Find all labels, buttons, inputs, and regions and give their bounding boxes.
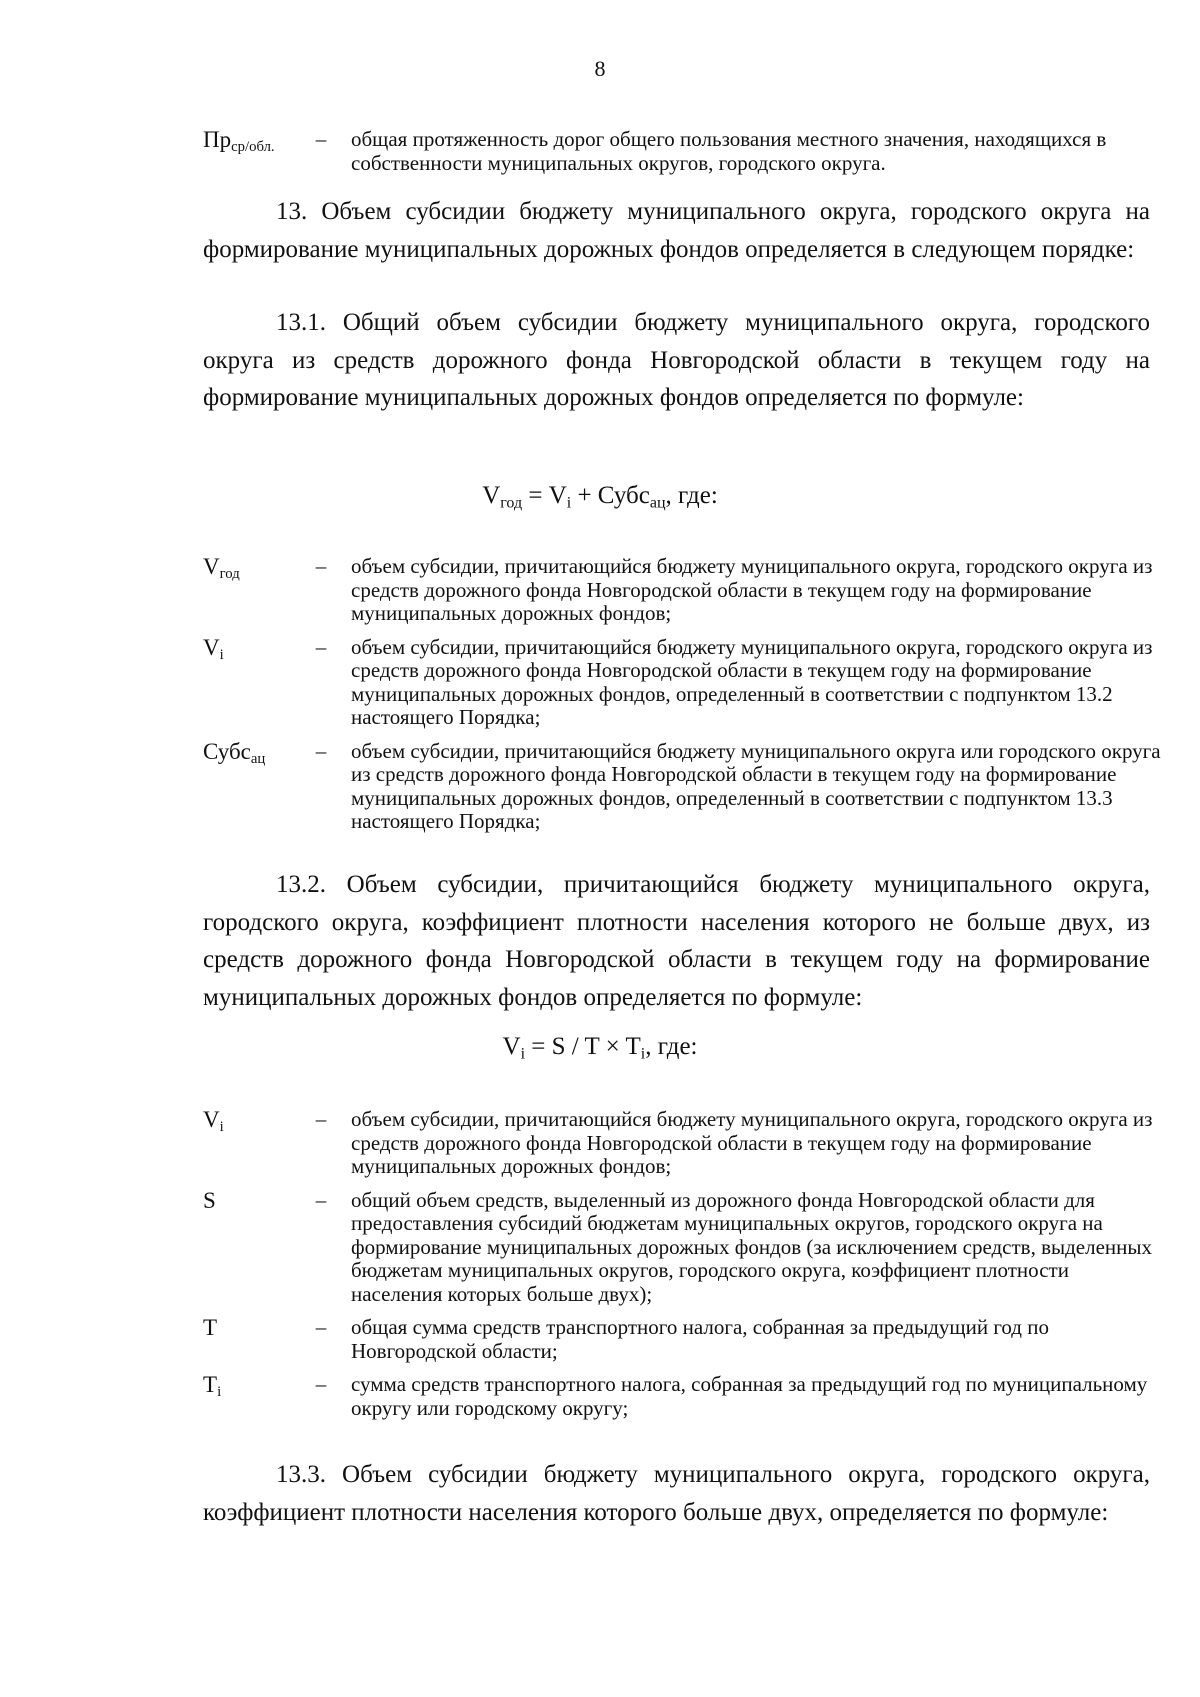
formula-2: $V_i = S / T \times T_i$, где: — [502, 1033, 698, 1063]
definitions-block-0 — [203, 128, 1163, 185]
symbol: $V_{год}$ — [203, 554, 240, 583]
definition-text: общая сумма средств транспортного налога, собранная за предыдущий год по Новгородской области; — [351, 1315, 1049, 1363]
dash: – — [315, 1315, 327, 1339]
symbol: T — [203, 1315, 218, 1340]
definition-row — [203, 1373, 1163, 1420]
definition-row — [203, 1316, 1163, 1363]
definition-text: сумма средств транспортного налога, собранная за предыдущий год по муниципальному округу или городскому округу; — [351, 1372, 1148, 1420]
symbol: Субс$_{ац}$ — [203, 738, 266, 767]
paragraph-13-2: 13.2. Объем субсидии, причитающийся бюджету муниципального округа, городского округа, коэффициент плотности населения которого не больше двух, из средств дорожного фонда Новгородской области в текущем году на формирование муниципальных дорожных фондов определяется по формуле: — [203, 871, 1150, 1011]
paragraph-13-3: 13.3. Объем субсидии бюджету муниципального округа, городского округа, коэффициент плотности населения которого больше двух, определяется по формуле: — [203, 1461, 1150, 1526]
page-number: 8 — [594, 56, 606, 81]
symbol: $T_i$ — [203, 1372, 222, 1401]
definition-row — [203, 636, 1163, 730]
symbol: $Пр_{ср/обл.}$ — [203, 127, 275, 156]
dash: – — [315, 738, 327, 763]
dash: – — [315, 1107, 327, 1131]
dash: – — [315, 634, 327, 659]
definition-text: объем субсидии, причитающийся бюджету муниципального округа или городского округа из средств дорожного фонда Новгородской области в текущем году на формирование муниципальных дорожных фондов, определенный в соответствии с подпунктом 13.3 настоящего Порядка; — [351, 738, 1161, 833]
dash: – — [315, 554, 327, 578]
symbol: $V_i$ — [203, 634, 224, 663]
definition-text: объем субсидии, причитающийся бюджету муниципального округа, городского округа из средств дорожного фонда Новгородской области в текущем году на формирование муниципальных дорожных фондов; — [351, 1107, 1153, 1178]
definition-row — [203, 1108, 1163, 1179]
paragraph-13: 13. Объем субсидии бюджету муниципального округа, городского округа на формирование муниципальных дорожных фондов определяется в следующем порядке: — [203, 198, 1150, 263]
definition-row — [203, 1189, 1163, 1307]
symbol: S — [203, 1187, 216, 1213]
definition-text: общий объем средств, выделенный из дорожного фонда Новгородской области для предоставления субсидий бюджетам муниципальных округов, городского округа на формирование муниципальных дорожных фондов (за исключением средств, выделенных бюджетам муниципальных округов, городского округа, коэффициент плотности населения которых больше двух); — [351, 1187, 1153, 1306]
symbol: $V_i$ — [203, 1107, 224, 1136]
definition-row — [203, 128, 1163, 175]
definitions-block-2 — [203, 1108, 1163, 1430]
definitions-block-1 — [203, 555, 1163, 844]
dash: – — [315, 1372, 327, 1396]
definition-row — [203, 740, 1163, 834]
definition-text: объем субсидии, причитающийся бюджету муниципального округа, городского округа из средств дорожного фонда Новгородской области в текущем году на формирование муниципальных дорожных фондов, определенный в соответствии с подпунктом 13.2 настоящего Порядка; — [351, 634, 1153, 729]
dash: – — [315, 127, 327, 151]
definition-text: объем субсидии, причитающийся бюджету муниципального округа, городского округа из средств дорожного фонда Новгородской области в текущем году на формирование муниципальных дорожных фондов; — [351, 554, 1153, 625]
dash: – — [315, 1187, 327, 1212]
definition-row — [203, 555, 1163, 626]
definition-text: общая протяженность дорог общего пользования местного значения, находящихся в собственности муниципальных округов, городского округа. — [351, 127, 1107, 175]
formula-1: $V_{год} = V_i$ + Субс$_{ац}$, где: — [482, 482, 718, 512]
paragraph-13-1: 13.1. Общий объем субсидии бюджету муниципального округа, городского округа из средств дорожного фонда Новгородской области в текущем году на формирование муниципальных дорожных фондов определяется по формуле: — [203, 309, 1150, 411]
